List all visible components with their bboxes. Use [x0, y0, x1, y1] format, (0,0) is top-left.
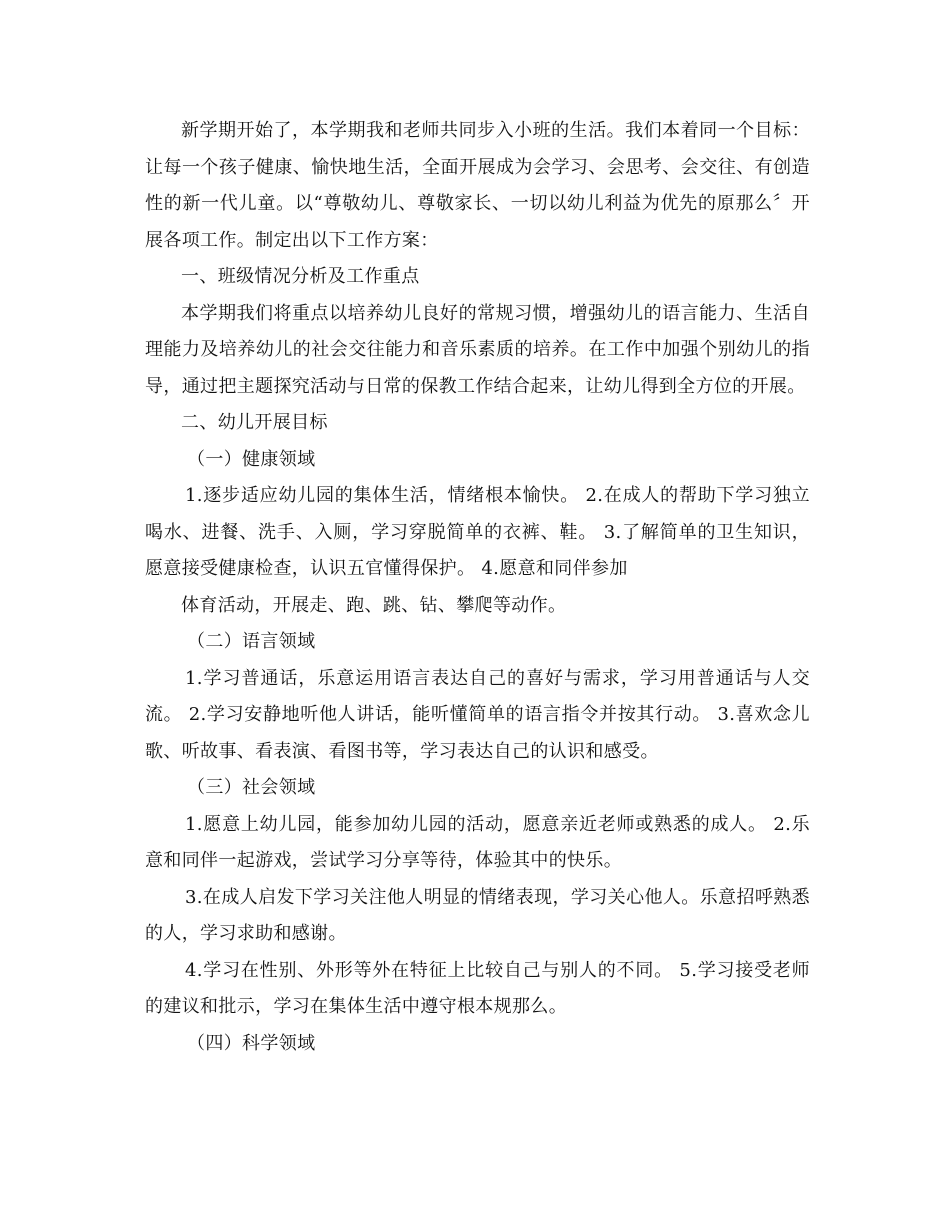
social-goals-paragraph-1: 1.愿意上幼儿园，能参加幼儿园的活动，愿意亲近老师或熟悉的成人。 2.乐意和同伴一起游戏，尝试学习分享等待，体验其中的快乐。: [145, 813, 810, 871]
social-goals-paragraph-3: 4.学习在性别、外形等外在特征上比较自己与别人的不同。 5.学习接受老师的建议和批示，学习在集体生活中遵守根本规那么。: [145, 959, 810, 1017]
section-heading-class-analysis: 一、班级情况分析及工作重点: [181, 266, 420, 287]
subheading-social: （三）社会领域: [187, 777, 316, 798]
subheading-language: （二）语言领域: [187, 631, 316, 652]
class-analysis-paragraph: 本学期我们将重点以培养幼儿良好的常规习惯，增强幼儿的语言能力、生活自理能力及培养幼儿的社会交往能力和音乐素质的培养。在工作中加强个别幼儿的指导，通过把主题探究活动与日常的保教工作结合起来，让幼儿得到全方位的开展。: [145, 302, 810, 397]
subheading-health: （一）健康领域: [187, 448, 316, 470]
intro-paragraph: 新学期开始了，本学期我和老师共同步入小班的生活。我们本着同一个目标：让每一个孩子健康、愉快地生活，全面开展成为会学习、会思考、会交往、有创造性的新一代儿童。以“尊敬幼儿、尊敬家长、一切以幼儿利益为优先的原那么〞开展各项工作。制定出以下工作方案：: [145, 120, 810, 251]
social-goals-paragraph-2: 3.在成人启发下学习关注他人明显的情绪表现，学习关心他人。乐意招呼熟悉的人，学习求助和感谢。: [145, 886, 810, 944]
subheading-science: （四）科学领域: [187, 1032, 316, 1054]
health-goals-paragraph: 1.逐步适应幼儿园的集体生活，情绪根本愉快。 2.在成人的帮助下学习独立喝水、进餐、洗手、入厕，学习穿脱简单的衣裤、鞋。 3.了解简单的卫生知识，愿意接受健康检查，认识五官懂得保护。 4.愿意和同伴参加: [145, 485, 810, 579]
section-heading-development-goals: 二、幼儿开展目标: [181, 412, 328, 433]
document-body: [145, 113, 810, 1062]
language-goals-paragraph: 1.学习普通话，乐意运用语言表达自己的喜好与需求，学习用普通话与人交流。 2.学习安静地听他人讲话，能听懂简单的语言指令并按其行动。 3.喜欢念儿歌、听故事、看表演、看图书等，学习表达自己的认识和感受。: [145, 667, 810, 762]
health-goals-continued: 体育活动，开展走、跑、跳、钻、攀爬等动作。: [181, 594, 567, 616]
